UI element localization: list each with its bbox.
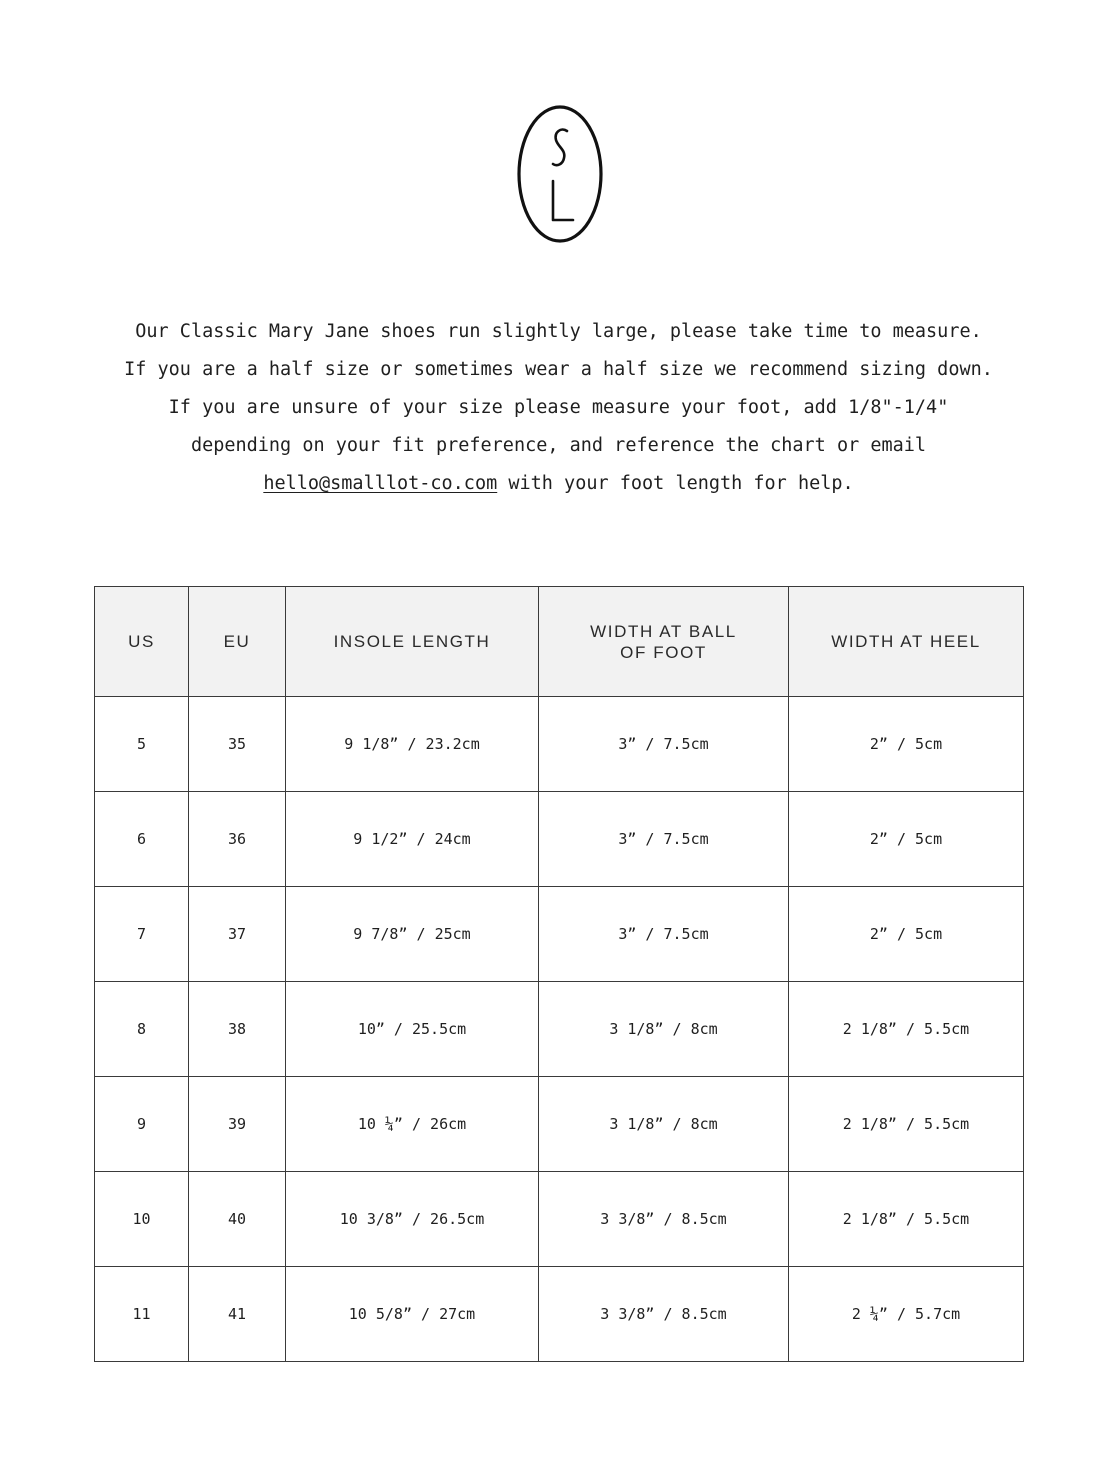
- cell-ball: 3” / 7.5cm: [539, 697, 789, 792]
- cell-eu: 38: [189, 982, 286, 1077]
- cell-ball: 3 1/8” / 8cm: [539, 1077, 789, 1172]
- cell-heel: 2” / 5cm: [789, 887, 1024, 982]
- cell-heel: 2 1/8” / 5.5cm: [789, 1077, 1024, 1172]
- table-row: [95, 792, 1024, 887]
- intro-line-rest: with your foot length for help.: [497, 473, 854, 494]
- cell-insole: 9 7/8” / 25cm: [286, 887, 539, 982]
- header-width-heel: WIDTH AT HEEL: [789, 587, 1024, 697]
- cell-eu: 36: [189, 792, 286, 887]
- cell-us: 7: [95, 887, 189, 982]
- table-row: [95, 1077, 1024, 1172]
- table-row: [95, 982, 1024, 1077]
- cell-insole: 10 3/8” / 26.5cm: [286, 1172, 539, 1267]
- size-chart-table: [94, 586, 1024, 1362]
- cell-eu: 40: [189, 1172, 286, 1267]
- header-width-ball-line2: OF FOOT: [620, 642, 707, 662]
- cell-us: 9: [95, 1077, 189, 1172]
- cell-us: 5: [95, 697, 189, 792]
- intro-line: depending on your fit preference, and reference the chart or email: [190, 435, 927, 456]
- cell-heel: 2 ¼” / 5.7cm: [789, 1267, 1024, 1362]
- table-header-row: [95, 587, 1024, 697]
- cell-ball: 3 3/8” / 8.5cm: [539, 1172, 789, 1267]
- cell-heel: 2” / 5cm: [789, 792, 1024, 887]
- intro-line: If you are unsure of your size please measure your foot, add 1/8"-1/4": [168, 397, 949, 418]
- header-eu: EU: [189, 587, 286, 697]
- cell-us: 10: [95, 1172, 189, 1267]
- cell-us: 11: [95, 1267, 189, 1362]
- cell-ball: 3 1/8” / 8cm: [539, 982, 789, 1077]
- intro-text: [0, 313, 1117, 503]
- cell-insole: 9 1/8” / 23.2cm: [286, 697, 539, 792]
- cell-eu: 41: [189, 1267, 286, 1362]
- cell-eu: 39: [189, 1077, 286, 1172]
- cell-insole: 10 5/8” / 27cm: [286, 1267, 539, 1362]
- table-row: [95, 1172, 1024, 1267]
- cell-heel: 2 1/8” / 5.5cm: [789, 1172, 1024, 1267]
- cell-ball: 3” / 7.5cm: [539, 792, 789, 887]
- cell-us: 6: [95, 792, 189, 887]
- cell-insole: 9 1/2” / 24cm: [286, 792, 539, 887]
- email-link[interactable]: hello@smalllot-co.com: [263, 473, 498, 494]
- cell-insole: 10” / 25.5cm: [286, 982, 539, 1077]
- intro-line: [0, 465, 1117, 503]
- cell-eu: 37: [189, 887, 286, 982]
- cell-us: 8: [95, 982, 189, 1077]
- header-insole-length: INSOLE LENGTH: [286, 587, 539, 697]
- cell-heel: 2” / 5cm: [789, 697, 1024, 792]
- cell-ball: 3” / 7.5cm: [539, 887, 789, 982]
- cell-insole: 10 ¼” / 26cm: [286, 1077, 539, 1172]
- header-width-ball: [539, 587, 789, 697]
- intro-line: Our Classic Mary Jane shoes run slightly large, please take time to measure.: [135, 321, 982, 342]
- table-row: [95, 1267, 1024, 1362]
- cell-heel: 2 1/8” / 5.5cm: [789, 982, 1024, 1077]
- table-row: [95, 697, 1024, 792]
- cell-ball: 3 3/8” / 8.5cm: [539, 1267, 789, 1362]
- table-row: [95, 887, 1024, 982]
- cell-eu: 35: [189, 697, 286, 792]
- brand-logo-icon: [516, 104, 604, 244]
- intro-line: If you are a half size or sometimes wear a half size we recommend sizing down.: [124, 359, 993, 380]
- header-width-ball-line1: WIDTH AT BALL: [590, 621, 737, 641]
- header-us: US: [95, 587, 189, 697]
